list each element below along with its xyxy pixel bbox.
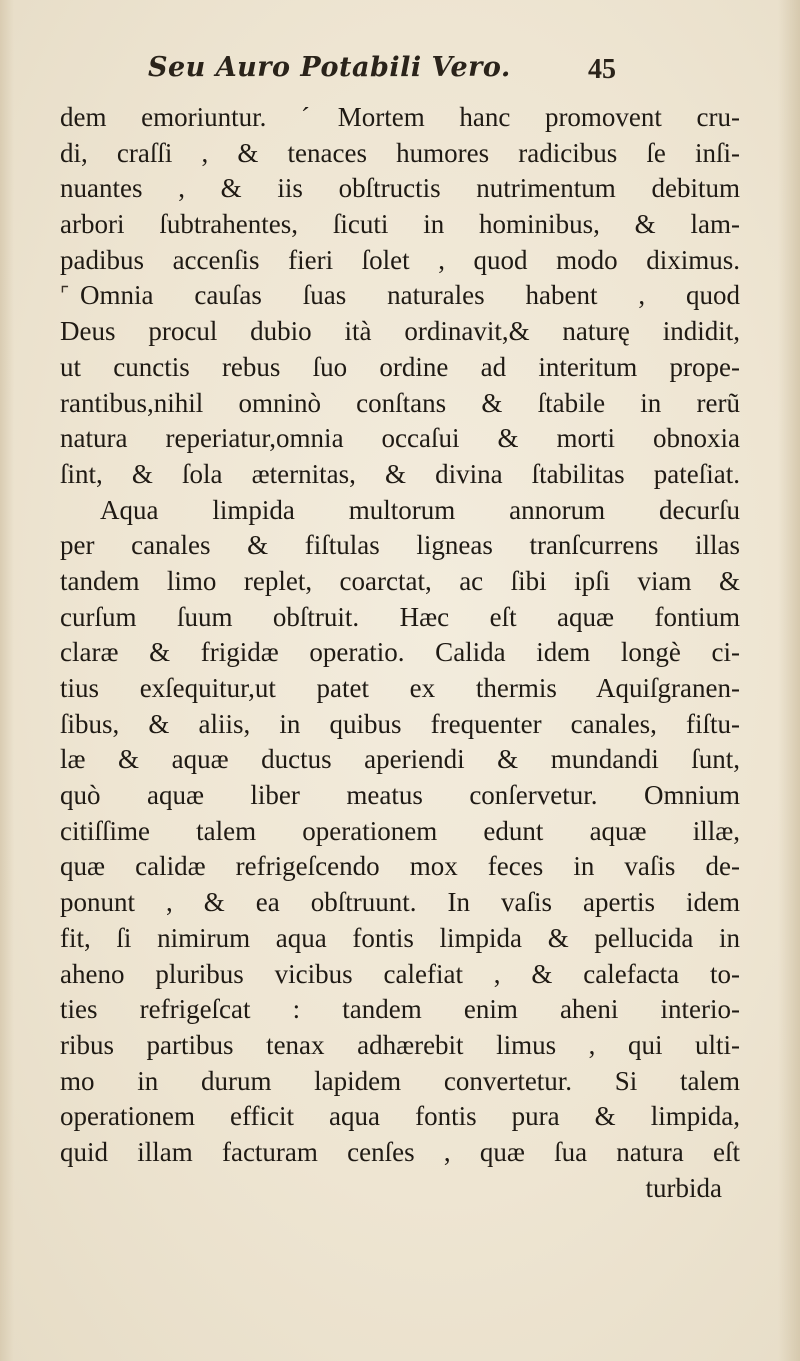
text-line: natura reperiatur,omnia occaſui & morti obnoxia: [60, 423, 740, 454]
text-line: ſibus, & aliis, in quibus frequenter canales, fiſtu-: [60, 708, 740, 739]
page-edge-left: [0, 0, 14, 1361]
text-line-content: Omnia cauſas ſuas naturales habent , quod: [80, 280, 740, 311]
text-line: claræ & frigidæ operatio. Calida idem longè ci-: [60, 637, 740, 668]
marginal-mark: ⌜: [60, 284, 70, 307]
text-line: ut cunctis rebus ſuo ordine ad interitum prope-: [60, 351, 740, 382]
text-line: ribus partibus tenax adhærebit limus , qui ulti-: [60, 1029, 740, 1060]
text-line: tandem limo replet, coarctat, ac ſibi ipſi viam &: [60, 565, 740, 596]
text-line: quid illam facturam cenſes , quæ ſua natura eſt: [60, 1136, 740, 1167]
text-line: dem emoriuntur. ˊMortem hanc promovent cru-: [60, 102, 740, 132]
text-line: per canales & fiſtulas ligneas tranſcurrens illas: [60, 530, 740, 561]
text-line: nuantes , & iis obſtructis nutrimentum debitum: [60, 173, 740, 204]
catchword: turbida: [645, 1172, 722, 1203]
text-line: curſum ſuum obſtruit. Hæc eſt aquæ fontium: [60, 601, 740, 632]
text-line: operationem efficit aqua fontis pura & limpida,: [60, 1101, 740, 1132]
text-line: arbori ſubtrahentes, ſicuti in hominibus, & lam-: [60, 209, 740, 240]
page-number: 45: [588, 54, 616, 85]
paragraph-start-line: Aqua limpida multorum annorum decurſu: [100, 494, 740, 525]
text-line: citiſſime talem operationem edunt aquæ illæ,: [60, 815, 740, 846]
text-line: ſint, & ſola æternitas, & divina ſtabilitas pateſiat.: [60, 458, 740, 489]
text-line: fit, ſi nimirum aqua fontis limpida & pellucida in: [60, 922, 740, 953]
text-line: padibus accenſis fieri ſolet , quod modo diximus.: [60, 244, 740, 275]
text-line: læ & aquæ ductus aperiendi & mundandi ſunt,: [60, 744, 740, 775]
text-line: Deus procul dubio ità ordinavit,& naturę indidit,: [60, 316, 740, 347]
page-header: [0, 52, 800, 92]
text-line: ponunt , & ea obſtruunt. In vaſis apertis idem: [60, 887, 740, 918]
text-line: di, craſſi , & tenaces humores radicibus ſe inſi-: [60, 137, 740, 168]
text-line: aheno pluribus vicibus calefiat , & calefacta to-: [60, 958, 740, 989]
running-head: Seu Auro Potabili Vero.: [148, 52, 511, 83]
text-line: mo in durum lapidem convertetur. Si talem: [60, 1065, 740, 1096]
text-line: rantibus,nihil omninò conſtans & ſtabile in rerũ: [60, 387, 740, 418]
text-line: tius exſequitur,ut patet ex thermis Aquiſgranen-: [60, 673, 740, 703]
text-line-with-mark: [60, 278, 740, 314]
text-line: quæ calidæ refrigeſcendo mox feces in vaſis de-: [60, 851, 740, 882]
page-edge-right: [778, 0, 800, 1361]
body-text: [60, 100, 740, 1206]
text-line: ties refrigeſcat : tandem enim aheni interio-: [60, 994, 740, 1025]
text-line: quò aquæ liber meatus conſervetur. Omnium: [60, 780, 740, 811]
